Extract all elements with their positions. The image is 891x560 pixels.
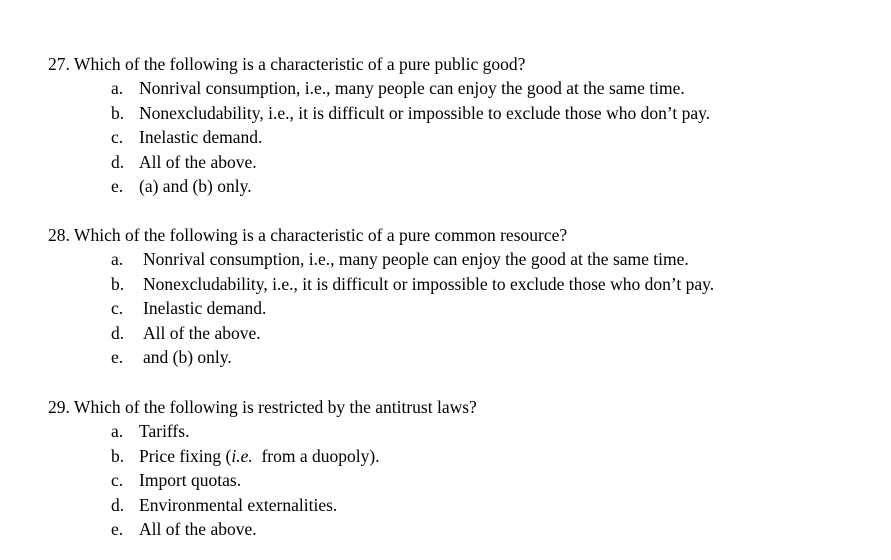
option-letter: a. xyxy=(111,249,124,269)
option-text: (a) and (b) only. xyxy=(139,176,252,196)
option-text: Inelastic demand. xyxy=(139,127,263,147)
question-29 xyxy=(48,395,477,542)
option-letter: e. xyxy=(111,347,124,367)
option-letter: e. xyxy=(111,176,124,196)
answer-option-c xyxy=(48,468,477,493)
answer-options xyxy=(48,419,477,542)
option-text: Nonrival consumption, i.e., many people can enjoy the good at the same time. xyxy=(143,249,689,269)
option-text: All of the above. xyxy=(139,519,257,539)
option-text: Nonrival consumption, i.e., many people can enjoy the good at the same time. xyxy=(139,78,685,98)
option-letter: b. xyxy=(111,445,125,466)
answer-option-e xyxy=(48,517,477,542)
option-text: and (b) only. xyxy=(143,347,232,367)
option-letter: c. xyxy=(111,127,124,147)
answer-options xyxy=(48,76,711,199)
option-text-part: from a duopoly). xyxy=(252,445,380,466)
option-text-italic: i.e. xyxy=(231,445,253,466)
option-text: Import quotas. xyxy=(139,470,242,490)
question-28 xyxy=(48,223,715,370)
option-letter: a. xyxy=(111,421,124,441)
question-stem: 29. Which of the following is restricted by the antitrust laws? xyxy=(48,397,477,417)
option-letter: d. xyxy=(111,322,125,343)
question-stem: 28. Which of the following is a characteristic of a pure common resource? xyxy=(48,225,568,245)
option-letter: d. xyxy=(111,151,125,172)
answer-option-a xyxy=(48,419,477,444)
option-letter: e. xyxy=(111,519,124,539)
option-text: Nonexcludability, i.e., it is difficult or impossible to exclude those who don’t pay. xyxy=(143,273,715,294)
answer-option-a xyxy=(48,247,689,272)
question-stem: 27. Which of the following is a characteristic of a pure public good? xyxy=(48,54,526,74)
option-letter: b. xyxy=(111,273,125,294)
answer-option-b xyxy=(48,272,715,297)
option-text-part: Price fixing ( xyxy=(139,445,232,466)
answer-option-b xyxy=(48,444,477,469)
answer-option-c xyxy=(48,125,525,150)
option-letter: a. xyxy=(111,78,124,98)
option-text xyxy=(139,444,380,469)
answer-option-d xyxy=(48,150,525,175)
option-letter: c. xyxy=(111,470,124,490)
answer-option-c xyxy=(48,296,567,321)
answer-options xyxy=(48,247,715,370)
option-letter: b. xyxy=(111,102,125,123)
answer-option-a xyxy=(48,76,685,101)
answer-option-d xyxy=(48,321,567,346)
option-letter: d. xyxy=(111,494,125,515)
answer-option-e xyxy=(48,174,525,199)
answer-option-b xyxy=(48,101,711,126)
option-text: Tariffs. xyxy=(139,421,190,441)
option-text: All of the above. xyxy=(143,322,261,343)
option-text: Inelastic demand. xyxy=(143,298,267,318)
answer-option-e xyxy=(48,345,567,370)
option-text: Nonexcludability, i.e., it is difficult or impossible to exclude those who don’t pay. xyxy=(139,102,711,123)
question-27 xyxy=(48,52,711,199)
option-letter: c. xyxy=(111,298,124,318)
option-text: All of the above. xyxy=(139,151,257,172)
answer-option-d xyxy=(48,493,477,518)
option-text: Environmental externalities. xyxy=(139,494,338,515)
